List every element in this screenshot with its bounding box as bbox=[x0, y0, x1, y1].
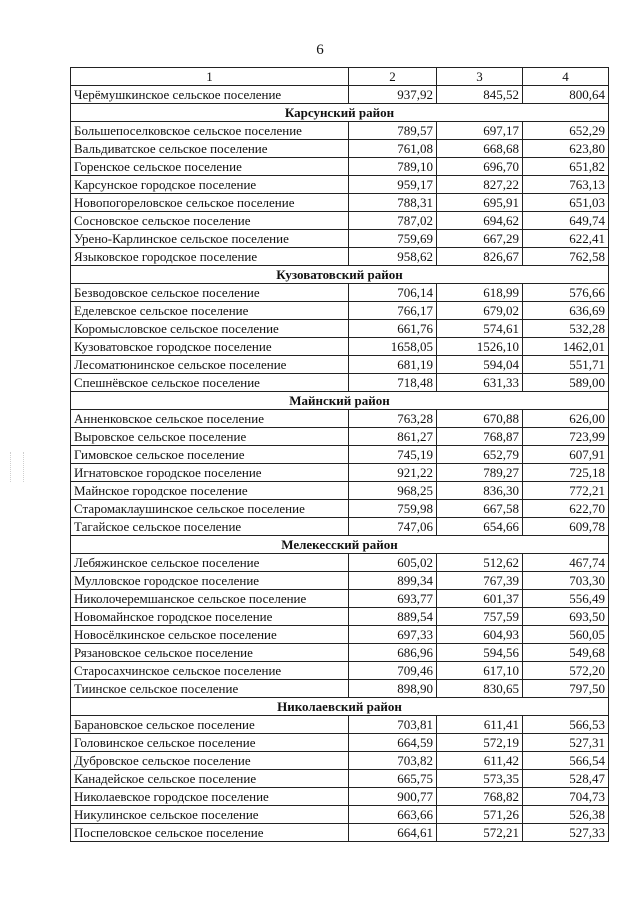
value-cell: 571,26 bbox=[437, 806, 523, 824]
value-cell: 703,30 bbox=[523, 572, 609, 590]
value-cell: 694,62 bbox=[437, 212, 523, 230]
value-cell: 572,21 bbox=[437, 824, 523, 842]
value-cell: 696,70 bbox=[437, 158, 523, 176]
value-cell: 767,39 bbox=[437, 572, 523, 590]
value-cell: 607,91 bbox=[523, 446, 609, 464]
settlement-name-cell: Поспеловское сельское поселение bbox=[71, 824, 349, 842]
settlement-name-cell: Выровское сельское поселение bbox=[71, 428, 349, 446]
settlement-name-cell: Черёмушкинское сельское поселение bbox=[71, 86, 349, 104]
value-cell: 667,58 bbox=[437, 500, 523, 518]
value-cell: 968,25 bbox=[349, 482, 437, 500]
settlement-name-cell: Кузоватовское городское поселение bbox=[71, 338, 349, 356]
value-cell: 745,19 bbox=[349, 446, 437, 464]
settlement-name-cell: Новомайнское городское поселение bbox=[71, 608, 349, 626]
table-row bbox=[71, 140, 609, 158]
district-heading: Майнский район bbox=[71, 392, 609, 410]
value-cell: 763,28 bbox=[349, 410, 437, 428]
district-heading: Николаевский район bbox=[71, 698, 609, 716]
value-cell: 679,02 bbox=[437, 302, 523, 320]
value-cell: 845,52 bbox=[437, 86, 523, 104]
value-cell: 921,22 bbox=[349, 464, 437, 482]
table-row bbox=[71, 482, 609, 500]
value-cell: 697,17 bbox=[437, 122, 523, 140]
value-cell: 467,74 bbox=[523, 554, 609, 572]
value-cell: 664,61 bbox=[349, 824, 437, 842]
table-row bbox=[71, 464, 609, 482]
value-cell: 566,54 bbox=[523, 752, 609, 770]
value-cell: 693,77 bbox=[349, 590, 437, 608]
settlement-name-cell: Коромысловское сельское поселение bbox=[71, 320, 349, 338]
table-row bbox=[71, 86, 609, 104]
table-row bbox=[71, 410, 609, 428]
value-cell: 551,71 bbox=[523, 356, 609, 374]
settlement-name-cell: Николочеремшанское сельское поселение bbox=[71, 590, 349, 608]
value-cell: 636,69 bbox=[523, 302, 609, 320]
value-cell: 900,77 bbox=[349, 788, 437, 806]
value-cell: 651,03 bbox=[523, 194, 609, 212]
value-cell: 594,56 bbox=[437, 644, 523, 662]
value-cell: 836,30 bbox=[437, 482, 523, 500]
value-cell: 789,27 bbox=[437, 464, 523, 482]
value-cell: 706,14 bbox=[349, 284, 437, 302]
value-cell: 556,49 bbox=[523, 590, 609, 608]
value-cell: 788,31 bbox=[349, 194, 437, 212]
value-cell: 527,31 bbox=[523, 734, 609, 752]
table-row bbox=[71, 626, 609, 644]
value-cell: 959,17 bbox=[349, 176, 437, 194]
settlement-name-cell: Барановское сельское поселение bbox=[71, 716, 349, 734]
table-row bbox=[71, 590, 609, 608]
value-cell: 601,37 bbox=[437, 590, 523, 608]
value-cell: 759,98 bbox=[349, 500, 437, 518]
settlement-name-cell: Мулловское городское поселение bbox=[71, 572, 349, 590]
value-cell: 827,22 bbox=[437, 176, 523, 194]
value-cell: 618,99 bbox=[437, 284, 523, 302]
value-cell: 668,68 bbox=[437, 140, 523, 158]
table-row bbox=[71, 680, 609, 698]
value-cell: 703,81 bbox=[349, 716, 437, 734]
table-row bbox=[71, 716, 609, 734]
settlement-name-cell: Урено-Карлинское сельское поселение bbox=[71, 230, 349, 248]
value-cell: 693,50 bbox=[523, 608, 609, 626]
district-row bbox=[71, 104, 609, 122]
value-cell: 622,41 bbox=[523, 230, 609, 248]
settlement-name-cell: Анненковское сельское поселение bbox=[71, 410, 349, 428]
value-cell: 763,13 bbox=[523, 176, 609, 194]
settlement-name-cell: Никулинское сельское поселение bbox=[71, 806, 349, 824]
value-cell: 631,33 bbox=[437, 374, 523, 392]
value-cell: 709,46 bbox=[349, 662, 437, 680]
district-row bbox=[71, 536, 609, 554]
district-row bbox=[71, 392, 609, 410]
table-row bbox=[71, 176, 609, 194]
value-cell: 560,05 bbox=[523, 626, 609, 644]
table-row bbox=[71, 572, 609, 590]
table-row bbox=[71, 194, 609, 212]
table-row bbox=[71, 608, 609, 626]
district-heading: Карсунский район bbox=[71, 104, 609, 122]
value-cell: 761,08 bbox=[349, 140, 437, 158]
value-cell: 611,41 bbox=[437, 716, 523, 734]
value-cell: 654,66 bbox=[437, 518, 523, 536]
value-cell: 609,78 bbox=[523, 518, 609, 536]
value-cell: 665,75 bbox=[349, 770, 437, 788]
settlement-name-cell: Сосновское сельское поселение bbox=[71, 212, 349, 230]
table-body bbox=[71, 68, 609, 842]
value-cell: 797,50 bbox=[523, 680, 609, 698]
district-heading: Кузоватовский район bbox=[71, 266, 609, 284]
settlement-name-cell: Дубровское сельское поселение bbox=[71, 752, 349, 770]
settlement-name-cell: Лесоматюнинское сельское поселение bbox=[71, 356, 349, 374]
value-cell: 663,66 bbox=[349, 806, 437, 824]
settlement-name-cell: Горенское сельское поселение bbox=[71, 158, 349, 176]
value-cell: 604,93 bbox=[437, 626, 523, 644]
value-cell: 889,54 bbox=[349, 608, 437, 626]
value-cell: 549,68 bbox=[523, 644, 609, 662]
value-cell: 1658,05 bbox=[349, 338, 437, 356]
district-heading: Мелекесский район bbox=[71, 536, 609, 554]
value-cell: 526,38 bbox=[523, 806, 609, 824]
column-header: 3 bbox=[437, 68, 523, 86]
table-row bbox=[71, 500, 609, 518]
settlement-name-cell: Игнатовское городское поселение bbox=[71, 464, 349, 482]
value-cell: 898,90 bbox=[349, 680, 437, 698]
value-cell: 667,29 bbox=[437, 230, 523, 248]
table-row bbox=[71, 284, 609, 302]
table-row bbox=[71, 248, 609, 266]
settlement-name-cell: Майнское городское поселение bbox=[71, 482, 349, 500]
settlement-name-cell: Новопогореловское сельское поселение bbox=[71, 194, 349, 212]
table-row bbox=[71, 806, 609, 824]
table-row bbox=[71, 122, 609, 140]
table-row bbox=[71, 770, 609, 788]
table-row bbox=[71, 752, 609, 770]
value-cell: 725,18 bbox=[523, 464, 609, 482]
value-cell: 527,33 bbox=[523, 824, 609, 842]
settlement-name-cell: Вальдиватское сельское поселение bbox=[71, 140, 349, 158]
value-cell: 861,27 bbox=[349, 428, 437, 446]
value-cell: 768,87 bbox=[437, 428, 523, 446]
settlement-name-cell: Николаевское городское поселение bbox=[71, 788, 349, 806]
settlement-name-cell: Безводовское сельское поселение bbox=[71, 284, 349, 302]
value-cell: 686,96 bbox=[349, 644, 437, 662]
column-header: 4 bbox=[523, 68, 609, 86]
settlement-name-cell: Канадейское сельское поселение bbox=[71, 770, 349, 788]
table-row bbox=[71, 320, 609, 338]
settlement-name-cell: Спешнёвское сельское поселение bbox=[71, 374, 349, 392]
settlement-name-cell: Новосёлкинское сельское поселение bbox=[71, 626, 349, 644]
table-row bbox=[71, 428, 609, 446]
value-cell: 532,28 bbox=[523, 320, 609, 338]
settlement-name-cell: Тиинское сельское поселение bbox=[71, 680, 349, 698]
value-cell: 762,58 bbox=[523, 248, 609, 266]
value-cell: 626,00 bbox=[523, 410, 609, 428]
value-cell: 573,35 bbox=[437, 770, 523, 788]
column-header: 2 bbox=[349, 68, 437, 86]
value-cell: 651,82 bbox=[523, 158, 609, 176]
value-cell: 937,92 bbox=[349, 86, 437, 104]
value-cell: 617,10 bbox=[437, 662, 523, 680]
value-cell: 826,67 bbox=[437, 248, 523, 266]
data-table bbox=[70, 67, 609, 842]
table-row bbox=[71, 302, 609, 320]
value-cell: 528,47 bbox=[523, 770, 609, 788]
value-cell: 800,64 bbox=[523, 86, 609, 104]
value-cell: 589,00 bbox=[523, 374, 609, 392]
value-cell: 572,20 bbox=[523, 662, 609, 680]
value-cell: 695,91 bbox=[437, 194, 523, 212]
value-cell: 605,02 bbox=[349, 554, 437, 572]
table-row bbox=[71, 338, 609, 356]
table-row bbox=[71, 644, 609, 662]
value-cell: 697,33 bbox=[349, 626, 437, 644]
value-cell: 512,62 bbox=[437, 554, 523, 572]
value-cell: 661,76 bbox=[349, 320, 437, 338]
settlement-name-cell: Рязановское сельское поселение bbox=[71, 644, 349, 662]
district-row bbox=[71, 266, 609, 284]
scan-margin-marks bbox=[10, 452, 24, 482]
table-row bbox=[71, 518, 609, 536]
value-cell: 652,29 bbox=[523, 122, 609, 140]
table-row bbox=[71, 446, 609, 464]
table-row bbox=[71, 356, 609, 374]
table-row bbox=[71, 824, 609, 842]
value-cell: 718,48 bbox=[349, 374, 437, 392]
settlement-name-cell: Тагайское сельское поселение bbox=[71, 518, 349, 536]
table-row bbox=[71, 662, 609, 680]
settlement-name-cell: Старомаклаушинское сельское поселение bbox=[71, 500, 349, 518]
value-cell: 958,62 bbox=[349, 248, 437, 266]
table-row bbox=[71, 734, 609, 752]
value-cell: 594,04 bbox=[437, 356, 523, 374]
value-cell: 1462,01 bbox=[523, 338, 609, 356]
value-cell: 703,82 bbox=[349, 752, 437, 770]
value-cell: 611,42 bbox=[437, 752, 523, 770]
value-cell: 789,10 bbox=[349, 158, 437, 176]
table-row bbox=[71, 230, 609, 248]
value-cell: 747,06 bbox=[349, 518, 437, 536]
value-cell: 830,65 bbox=[437, 680, 523, 698]
value-cell: 772,21 bbox=[523, 482, 609, 500]
value-cell: 789,57 bbox=[349, 122, 437, 140]
settlement-name-cell: Большепоселковское сельское поселение bbox=[71, 122, 349, 140]
value-cell: 1526,10 bbox=[437, 338, 523, 356]
column-header: 1 bbox=[71, 68, 349, 86]
value-cell: 623,80 bbox=[523, 140, 609, 158]
value-cell: 704,73 bbox=[523, 788, 609, 806]
value-cell: 572,19 bbox=[437, 734, 523, 752]
table-row bbox=[71, 374, 609, 392]
settlement-name-cell: Старосахчинское сельское поселение bbox=[71, 662, 349, 680]
table-row bbox=[71, 158, 609, 176]
value-cell: 576,66 bbox=[523, 284, 609, 302]
value-cell: 757,59 bbox=[437, 608, 523, 626]
value-cell: 566,53 bbox=[523, 716, 609, 734]
table-row bbox=[71, 554, 609, 572]
value-cell: 723,99 bbox=[523, 428, 609, 446]
value-cell: 766,17 bbox=[349, 302, 437, 320]
column-header-row bbox=[71, 68, 609, 86]
settlement-name-cell: Головинское сельское поселение bbox=[71, 734, 349, 752]
page-number: 6 bbox=[316, 42, 324, 58]
value-cell: 652,79 bbox=[437, 446, 523, 464]
value-cell: 649,74 bbox=[523, 212, 609, 230]
value-cell: 670,88 bbox=[437, 410, 523, 428]
value-cell: 759,69 bbox=[349, 230, 437, 248]
table-row bbox=[71, 788, 609, 806]
settlement-name-cell: Языковское городское поселение bbox=[71, 248, 349, 266]
value-cell: 574,61 bbox=[437, 320, 523, 338]
settlement-name-cell: Еделевское сельское поселение bbox=[71, 302, 349, 320]
settlement-name-cell: Карсунское городское поселение bbox=[71, 176, 349, 194]
value-cell: 768,82 bbox=[437, 788, 523, 806]
value-cell: 787,02 bbox=[349, 212, 437, 230]
value-cell: 622,70 bbox=[523, 500, 609, 518]
district-row bbox=[71, 698, 609, 716]
value-cell: 899,34 bbox=[349, 572, 437, 590]
value-cell: 681,19 bbox=[349, 356, 437, 374]
table-row bbox=[71, 212, 609, 230]
settlement-name-cell: Лебяжинское сельское поселение bbox=[71, 554, 349, 572]
settlement-name-cell: Гимовское сельское поселение bbox=[71, 446, 349, 464]
value-cell: 664,59 bbox=[349, 734, 437, 752]
